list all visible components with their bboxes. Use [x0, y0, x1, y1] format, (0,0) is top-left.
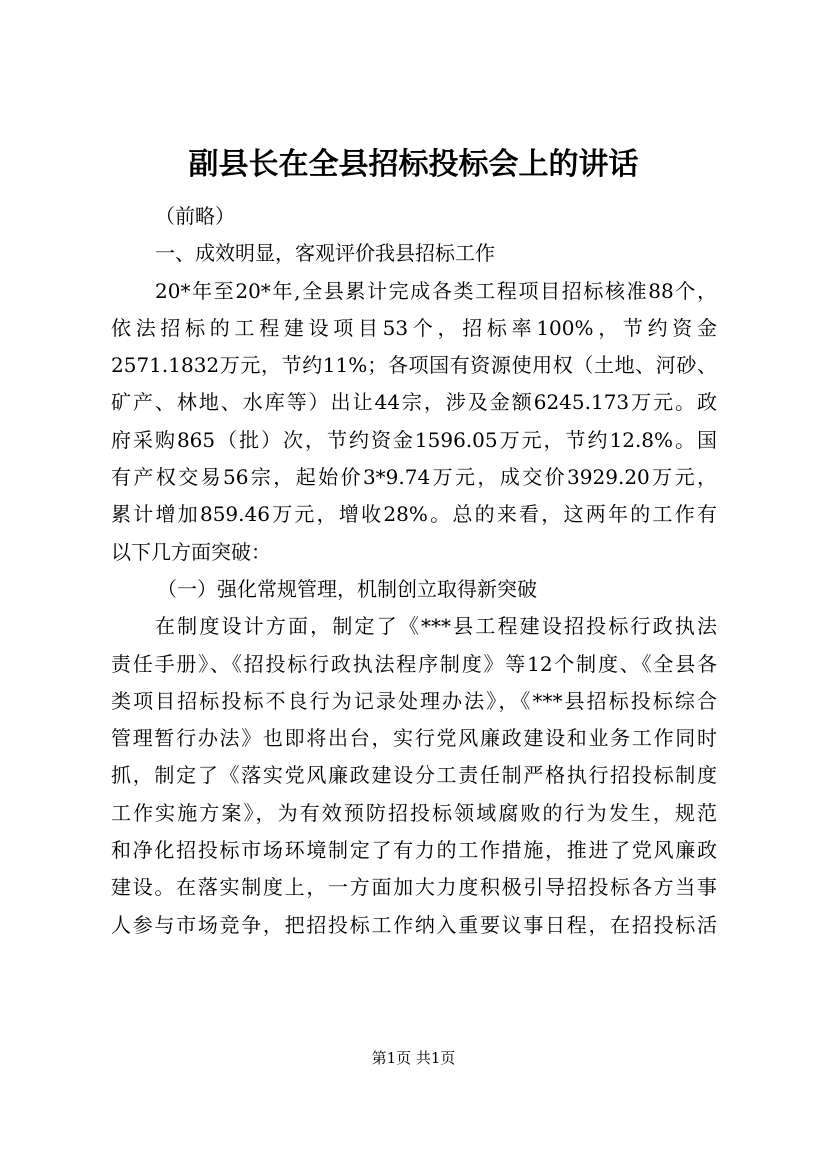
body-line: 在制度设计方面，制定了《***县工程建设招投标行政执法: [155, 614, 717, 639]
body-line: 矿产、林地、水库等）出让44宗，涉及金额6245.173万元。政: [111, 390, 717, 415]
body-line: 以下几方面突破：: [111, 539, 271, 564]
body-line: （前略）: [155, 204, 235, 228]
body-line: 2571.1832万元，节约11%；各项国有资源使用权（土地、河砂、: [111, 353, 717, 378]
body-line: 建设。在落实制度上，一方面加大力度积极引导招投标各方当事: [111, 875, 717, 900]
document-title: 副县长在全县招标投标会上的讲话: [188, 147, 639, 182]
body-line: 抓，制定了《落实党风廉政建设分工责任制严格执行招投标制度: [111, 763, 717, 788]
body-line: （一）强化常规管理，机制创立取得新突破: [157, 576, 537, 601]
body-line: 府采购865（批）次，节约资金1596.05万元，节约12.8%。国: [111, 427, 717, 452]
body-line: 工作实施方案》，为有效预防招投标领域腐败的行为发生，规范: [111, 800, 717, 825]
body-line: 累计增加859.46万元，增收28%。总的来看，这两年的工作有: [111, 502, 717, 527]
body-line: 20*年至20*年,全县累计完成各类工程项目招标核准88个，: [155, 278, 717, 303]
body-line: 有产权交易56宗，起始价3*9.74万元，成交价3929.20万元，: [111, 465, 717, 490]
body-line: 类项目招标投标不良行为记录处理办法》，《***县招标投标综合: [111, 688, 717, 713]
body-line: 管理暂行办法》也即将出台，实行党风廉政建设和业务工作同时: [111, 726, 717, 751]
document-body: [111, 198, 717, 944]
body-line: 责任手册》、《招投标行政执法程序制度》等12个制度、《全县各: [111, 651, 717, 676]
body-line: 一、成效明显，客观评价我县招标工作: [155, 241, 495, 266]
page-footer: 第1页 共1页: [371, 1049, 456, 1067]
body-line: 和净化招投标市场环境制定了有力的工作措施，推进了党风廉政: [111, 838, 717, 863]
body-line: 人参与市场竞争，把招投标工作纳入重要议事日程，在招投标活: [111, 912, 717, 937]
body-line: 依法招标的工程建设项目53个，招标率100%，节约资金: [111, 315, 717, 340]
